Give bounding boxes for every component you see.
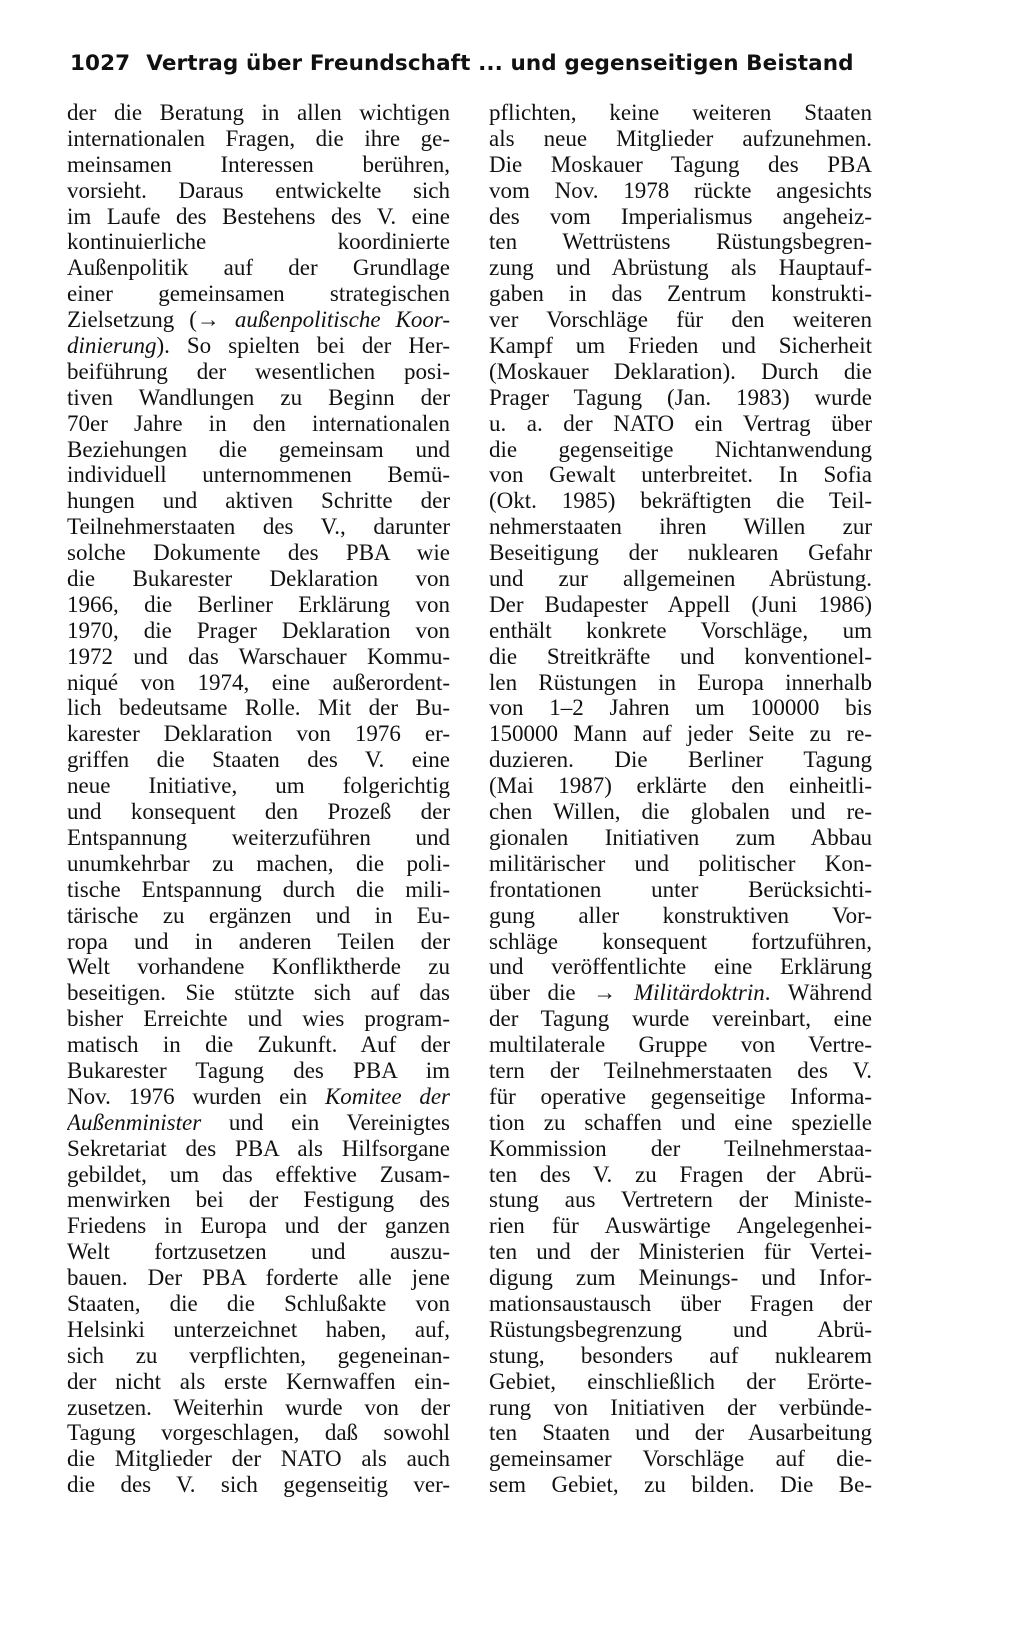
text-line — [67, 1006, 450, 1032]
text-line — [489, 1420, 872, 1446]
text-line — [489, 488, 872, 514]
line-text: gung aller konstruktiven Vor- — [489, 902, 872, 928]
line-text: Helsinki unterzeichnet haben, auf, — [67, 1316, 450, 1342]
text-line — [489, 100, 872, 126]
text-line — [67, 825, 450, 851]
cross-reference-term: Außenminister — [67, 1109, 202, 1135]
text-line — [489, 1317, 872, 1343]
text-line — [67, 152, 450, 178]
text-line — [67, 566, 450, 592]
line-text: Friedens in Europa und der ganzen — [67, 1213, 450, 1239]
text-line — [489, 773, 872, 799]
text-line — [67, 903, 450, 929]
line-text: enthält konkrete Vorschläge, um — [489, 617, 872, 643]
text-line — [67, 618, 450, 644]
text-line — [489, 1265, 872, 1291]
line-text: zung und Abrüstung als Hauptauf- — [489, 255, 872, 281]
text-line — [489, 229, 872, 255]
text-line — [67, 307, 450, 333]
line-text: multilaterale Gruppe von Vertre- — [489, 1032, 872, 1058]
line-text: frontationen unter Berücksichti- — [489, 876, 872, 902]
text-line — [489, 799, 872, 825]
text-line — [67, 1291, 450, 1317]
text-line — [489, 152, 872, 178]
line-text: internationalen Fragen, die ihre ge- — [67, 125, 450, 151]
text-line — [67, 1187, 450, 1213]
line-text: Beseitigung der nuklearen Gefahr — [489, 540, 872, 566]
line-text: bisher Erreichte und wies program- — [67, 1006, 450, 1032]
text-line — [67, 877, 450, 903]
text-line — [67, 747, 450, 773]
line-text: ten des V. zu Fragen der Abrü- — [489, 1161, 872, 1187]
text-line — [489, 695, 872, 721]
text-line — [67, 1136, 450, 1162]
text-line — [489, 255, 872, 281]
line-text: Welt fortzusetzen und auszu- — [67, 1239, 450, 1265]
line-text: mationsaustausch über Fragen der — [489, 1290, 872, 1316]
line-text: Der Budapester Appell (Juni 1986) — [489, 591, 872, 617]
text-line — [67, 670, 450, 696]
line-text: matisch in die Zukunft. Auf der — [67, 1032, 450, 1058]
line-text: ten und der Ministerien für Vertei- — [489, 1239, 872, 1265]
text-column-left — [67, 100, 450, 1498]
line-text: digung zum Meinungs- und Infor- — [489, 1265, 872, 1291]
text-line — [67, 514, 450, 540]
line-text: als neue Mitglieder aufzunehmen. — [489, 125, 872, 151]
text-line — [67, 695, 450, 721]
page-header — [70, 44, 890, 84]
line-text: militärischer und politischer Kon- — [489, 850, 872, 876]
line-text: lich bedeutsame Rolle. Mit der Bu- — [67, 695, 450, 721]
text-line — [67, 1239, 450, 1265]
line-text: (Moskauer Deklaration). Durch die — [489, 358, 872, 384]
line-text: neue Initiative, um folgerichtig — [67, 773, 450, 799]
line-text: Die Moskauer Tagung des PBA — [489, 151, 872, 177]
text-line — [489, 540, 872, 566]
text-line — [489, 1058, 872, 1084]
line-text: (Mai 1987) erklärte den einheitli- — [489, 773, 872, 799]
line-text: die Bukarester Deklaration von — [67, 566, 450, 592]
line-text: kontinuierliche koordinierte — [67, 229, 450, 255]
line-text: hungen und aktiven Schritte der — [67, 488, 450, 514]
line-text: Außenpolitik auf der Grundlage — [67, 255, 450, 281]
text-line — [67, 799, 450, 825]
line-text: unumkehrbar zu machen, die poli- — [67, 850, 450, 876]
text-line — [67, 1420, 450, 1446]
text-line — [489, 1187, 872, 1213]
line-text: 150000 Mann auf jeder Seite zu re- — [489, 721, 872, 747]
cross-reference-term: Komitee der — [324, 1083, 450, 1109]
line-text: zusetzen. Weiterhin wurde von der — [67, 1394, 450, 1420]
text-line — [67, 1343, 450, 1369]
text-line — [489, 1032, 872, 1058]
text-line — [489, 1110, 872, 1136]
line-text: gaben in das Zentrum konstrukti- — [489, 281, 872, 307]
line-text: tärische zu ergänzen und in Eu- — [67, 902, 450, 928]
text-line — [67, 437, 450, 463]
line-text: Bukarester Tagung des PBA im — [67, 1057, 450, 1083]
text-line — [67, 1265, 450, 1291]
text-line — [67, 385, 450, 411]
line-text: Tagung vorgeschlagen, daß sowohl — [67, 1420, 450, 1446]
text-line — [489, 359, 872, 385]
line-text: tion zu schaffen und eine spezielle — [489, 1109, 872, 1135]
line-text: von 1–2 Jahren um 100000 bis — [489, 695, 872, 721]
text-line — [489, 1084, 872, 1110]
text-line — [489, 670, 872, 696]
text-line — [67, 1084, 450, 1110]
line-text: Welt vorhandene Konfliktherde zu — [67, 954, 450, 980]
cross-reference-term: Militärdoktrin — [633, 980, 765, 1006]
line-text: ver Vorschläge für den weiteren — [489, 307, 872, 333]
page-title: Vertrag über Freundschaft ... und gegenseitigen Beistand — [146, 51, 854, 76]
page-number: 1027 — [70, 51, 131, 76]
line-text: gebildet, um das effektive Zusam- — [67, 1161, 450, 1187]
line-text: solche Dokumente des PBA wie — [67, 540, 450, 566]
text-line — [67, 540, 450, 566]
text-line — [489, 1162, 872, 1188]
line-text: die des V. sich gegenseitig ver- — [67, 1472, 450, 1498]
text-line — [489, 929, 872, 955]
line-text: gionalen Initiativen zum Abbau — [489, 824, 872, 850]
text-line — [67, 126, 450, 152]
text-line — [489, 1213, 872, 1239]
line-text: Gebiet, einschließlich der Erörte- — [489, 1368, 872, 1394]
line-text: duzieren. Die Berliner Tagung — [489, 747, 872, 773]
line-text: ten Wettrüstens Rüstungsbegren- — [489, 229, 872, 255]
line-text: Rüstungsbegrenzung und Abrü- — [489, 1316, 872, 1342]
line-text: für operative gegenseitige Informa- — [489, 1083, 872, 1109]
text-line — [489, 980, 872, 1006]
line-text: sem Gebiet, zu bilden. Die Be- — [489, 1472, 872, 1498]
line-text: beiführung der wesentlichen posi- — [67, 358, 450, 384]
line-text: 1970, die Prager Deklaration von — [67, 617, 450, 643]
text-line — [489, 1369, 872, 1395]
line-text: pflichten, keine weiteren Staaten — [489, 100, 872, 125]
text-line — [489, 566, 872, 592]
line-text: und konsequent den Prozeß der — [67, 799, 450, 825]
text-line — [67, 773, 450, 799]
text-line — [67, 281, 450, 307]
text-line — [67, 229, 450, 255]
text-line — [489, 462, 872, 488]
line-text: Beziehungen die gemeinsam und — [67, 436, 450, 462]
text-line — [489, 333, 872, 359]
text-line — [67, 100, 450, 126]
line-text: nehmerstaaten ihren Willen zur — [489, 514, 872, 540]
text-line — [489, 178, 872, 204]
line-text: Sekretariat des PBA als Hilfsorgane — [67, 1135, 450, 1161]
line-text: 1972 und das Warschauer Kommu- — [67, 643, 450, 669]
line-text: Teilnehmerstaaten des V., darunter — [67, 514, 450, 540]
text-line — [67, 1162, 450, 1188]
text-line — [489, 747, 872, 773]
line-text: griffen die Staaten des V. eine — [67, 747, 450, 773]
text-line — [67, 644, 450, 670]
line-text: gemeinsamer Vorschläge auf die- — [489, 1446, 872, 1472]
text-line — [67, 954, 450, 980]
line-text: Prager Tagung (Jan. 1983) wurde — [489, 384, 872, 410]
text-line — [489, 954, 872, 980]
text-line — [67, 980, 450, 1006]
text-line — [489, 592, 872, 618]
line-text: schläge konsequent fortzuführen, — [489, 928, 872, 954]
text-line — [67, 1472, 450, 1498]
line-text: tische Entspannung durch die mili- — [67, 876, 450, 902]
text-line — [489, 1446, 872, 1472]
text-line — [489, 721, 872, 747]
text-line — [489, 281, 872, 307]
line-text: im Laufe des Bestehens des V. eine — [67, 203, 450, 229]
text-line — [489, 1343, 872, 1369]
line-text: Nov. 1976 wurden ein — [67, 1083, 325, 1109]
line-text: und zur allgemeinen Abrüstung. — [489, 566, 872, 592]
line-text: meinsamen Interessen berühren, — [67, 151, 450, 177]
text-line — [67, 851, 450, 877]
cross-reference-term: dinierung — [67, 333, 157, 359]
line-text: ). So spielten bei der Her- — [156, 333, 450, 359]
text-line — [67, 1213, 450, 1239]
text-line — [489, 1291, 872, 1317]
text-line — [67, 721, 450, 747]
text-line — [67, 1058, 450, 1084]
text-line — [67, 462, 450, 488]
text-line — [67, 1446, 450, 1472]
line-text: ten Staaten und der Ausarbeitung — [489, 1420, 872, 1446]
line-text: (Okt. 1985) bekräftigten die Teil- — [489, 488, 872, 514]
text-line — [489, 644, 872, 670]
line-text: chen Willen, die globalen und re- — [489, 799, 872, 825]
line-text: menwirken bei der Festigung des — [67, 1187, 450, 1213]
text-line — [489, 437, 872, 463]
line-text: bauen. Der PBA forderte alle jene — [67, 1265, 450, 1291]
text-line — [67, 411, 450, 437]
line-text: beseitigen. Sie stützte sich auf das — [67, 980, 450, 1006]
text-line — [67, 1110, 450, 1136]
text-line — [67, 1032, 450, 1058]
text-line — [489, 825, 872, 851]
line-text: rung von Initiativen der verbünde- — [489, 1394, 872, 1420]
text-column-right — [489, 100, 872, 1498]
text-line — [489, 411, 872, 437]
line-text: 70er Jahre in den internationalen — [67, 410, 450, 436]
line-text: niqué von 1974, eine außerordent- — [67, 669, 450, 695]
line-text: der nicht als erste Kernwaffen ein- — [67, 1368, 450, 1394]
text-line — [67, 1369, 450, 1395]
line-text: len Rüstungen in Europa innerhalb — [489, 669, 872, 695]
line-text: die gegenseitige Nichtanwendung — [489, 436, 872, 462]
line-text: der Tagung wurde vereinbart, eine — [489, 1006, 872, 1032]
text-line — [489, 903, 872, 929]
line-text: u. a. der NATO ein Vertrag über — [489, 410, 872, 436]
text-line — [489, 126, 872, 152]
line-text: die Streitkräfte und konventionel- — [489, 643, 872, 669]
text-line — [489, 385, 872, 411]
line-text: sich zu verpflichten, gegeneinan- — [67, 1342, 450, 1368]
text-line — [489, 1239, 872, 1265]
line-text: vorsieht. Daraus entwickelte sich — [67, 177, 450, 203]
text-line — [67, 178, 450, 204]
line-text: Kampf um Frieden und Sicherheit — [489, 333, 872, 359]
text-line — [489, 307, 872, 333]
line-text: einer gemeinsamen strategischen — [67, 281, 450, 307]
text-line — [67, 204, 450, 230]
line-text: stung, besonders auf nuklearem — [489, 1342, 872, 1368]
line-text: und veröffentlichte eine Erklärung — [489, 954, 872, 980]
line-text: karester Deklaration von 1976 er- — [67, 721, 450, 747]
text-line — [67, 1395, 450, 1421]
line-text: ropa und in anderen Teilen der — [67, 928, 450, 954]
line-text: tiven Wandlungen zu Beginn der — [67, 384, 450, 410]
line-text: von Gewalt unterbreitet. In Sofia — [489, 462, 872, 488]
text-line — [489, 1006, 872, 1032]
line-text: . Während — [764, 980, 872, 1006]
line-text: Entspannung weiterzuführen und — [67, 824, 450, 850]
text-line — [489, 851, 872, 877]
text-line — [489, 514, 872, 540]
line-text: über die → — [489, 980, 634, 1006]
text-line — [67, 1317, 450, 1343]
line-text: individuell unternommenen Bemü- — [67, 462, 450, 488]
line-text: tern der Teilnehmerstaaten des V. — [489, 1057, 872, 1083]
cross-reference-term: außenpolitische Koor- — [234, 307, 450, 333]
line-text: Kommission der Teilnehmerstaa- — [489, 1135, 872, 1161]
line-text: stung aus Vertretern der Ministe- — [489, 1187, 872, 1213]
text-line — [67, 929, 450, 955]
text-line — [489, 1136, 872, 1162]
text-line — [489, 877, 872, 903]
text-line — [489, 204, 872, 230]
text-line — [67, 255, 450, 281]
line-text: Staaten, die die Schlußakte von — [67, 1290, 450, 1316]
text-line — [489, 1395, 872, 1421]
text-line — [67, 592, 450, 618]
line-text: die Mitglieder der NATO als auch — [67, 1446, 450, 1472]
text-line — [489, 1472, 872, 1498]
text-line — [67, 359, 450, 385]
text-line — [489, 618, 872, 644]
text-line — [67, 333, 450, 359]
line-text: 1966, die Berliner Erklärung von — [67, 591, 450, 617]
line-text: und ein Vereinigtes — [201, 1109, 450, 1135]
line-text: des vom Imperialismus angeheiz- — [489, 203, 872, 229]
line-text: rien für Auswärtige Angelegenhei- — [489, 1213, 872, 1239]
text-line — [67, 488, 450, 514]
line-text: Zielsetzung (→ — [67, 307, 235, 333]
line-text: vom Nov. 1978 rückte angesichts — [489, 177, 872, 203]
line-text: der die Beratung in allen wichtigen — [67, 100, 450, 125]
